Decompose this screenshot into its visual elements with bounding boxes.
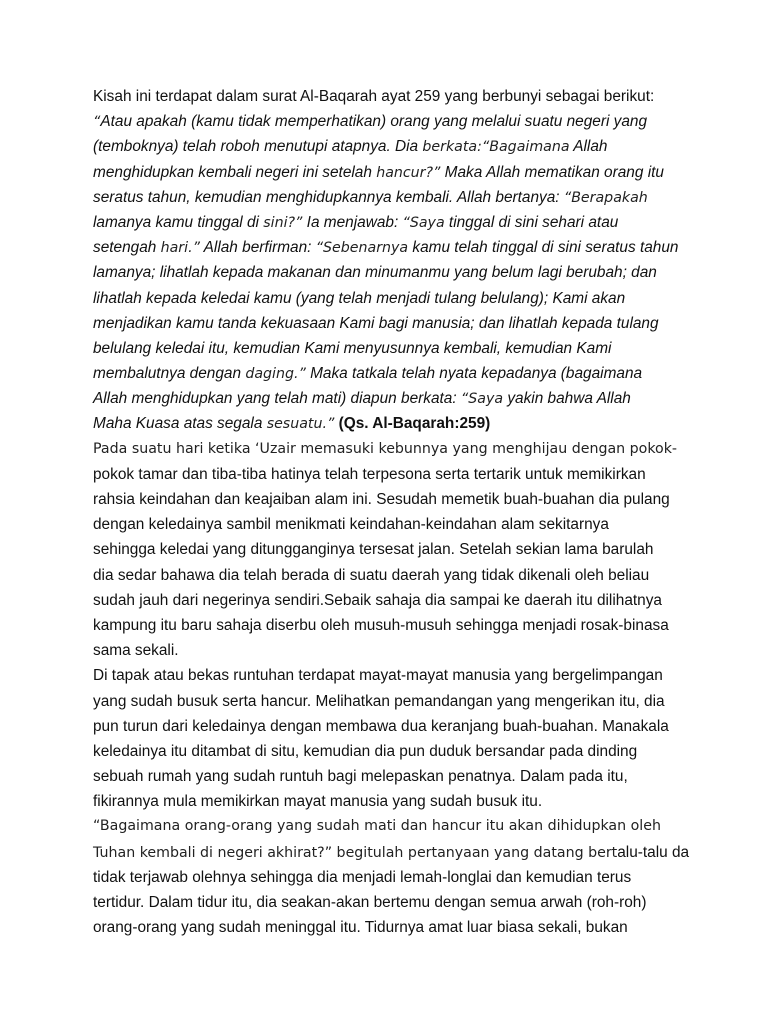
- paragraph-line: sudah jauh dari negerinya sendiri.Sebaik sahaja dia sampai ke daerah itu dilihatnya: [93, 591, 662, 609]
- paragraph-line: sebuah rumah yang sudah runtuh bagi melepaskan penatnya. Dalam pada itu,: [93, 768, 628, 786]
- verse-line: menjadikan kamu tanda kekuasaan Kami bagi manusia; dan lihatlah kepada tulang: [93, 314, 659, 332]
- paragraph-line: tertidur. Dalam tidur itu, dia seakan-akan bertemu dengan semua arwah (roh-roh): [93, 894, 647, 911]
- paragraph-line: Di tapak atau bekas runtuhan terdapat mayat-mayat manusia yang bergelimpangan: [93, 667, 663, 685]
- verse-line: (temboknya) telah roboh menutupi atapnya. Dia berkata:“Bagaimana Allah: [93, 138, 608, 156]
- document-page: [93, 84, 693, 940]
- verse-line: lamanya; lihatlah kepada makanan dan minumanmu yang belum lagi berubah; dan: [93, 264, 657, 282]
- paragraph-line: tidak terjawab olehnya sehingga dia menjadi lemah-longlai dan kemudian terus: [93, 868, 632, 886]
- paragraph-line: dia sedar bahawa dia telah berada di suatu daerah yang tidak dikenali oleh beliau: [93, 566, 650, 584]
- paragraph-line: sama sekali.: [93, 642, 179, 660]
- citation: (Qs. Al-Baqarah:259): [338, 415, 491, 433]
- paragraph-3: [93, 814, 693, 940]
- paragraph-line: dengan keledainya sambil menikmati keindahan-keindahan alam sekitarnya: [93, 516, 609, 534]
- paragraph-line: keledainya itu ditambat di situ, kemudian dia pun duduk bersandar pada dinding: [93, 742, 638, 760]
- paragraph-line: fikirannya mula memikirkan mayat manusia yang sudah busuk itu.: [93, 793, 543, 811]
- verse-line: lihatlah kepada keledai kamu (yang telah menjadi tulang belulang); Kami akan: [93, 289, 626, 307]
- verse-block: [93, 109, 693, 436]
- verse-line: setengah hari.” Allah berfirman: “Sebenarnya kamu telah tinggal di sini seratus tahun: [93, 239, 679, 257]
- paragraph-line: Tuhan kembali di negeri akhirat?” begitulah pertanyaan yang datang bertalu-talu da: [93, 843, 690, 861]
- paragraph-line: yang sudah busuk serta hancur. Melihatkan pemandangan yang mengerikan itu, dia: [93, 692, 665, 710]
- paragraph-line: pun turun dari keledainya dengan membawa dua keranjang buah-buahan. Manakala: [93, 717, 669, 735]
- paragraph-line: rahsia keindahan dan keajaiban alam ini. Sesudah memetik buah-buahan dia pulang: [93, 491, 670, 508]
- verse-line: lamanya kamu tinggal di sini?” Ia menjawab: “Saya tinggal di sini sehari atau: [93, 213, 619, 231]
- paragraph-line: “Bagaimana orang-orang yang sudah mati dan hancur itu akan dihidupkan oleh: [93, 818, 661, 835]
- paragraph-line: pokok tamar dan tiba-tiba hatinya telah terpesona serta tertarik untuk memikirkan: [93, 465, 646, 483]
- paragraph-2: [93, 663, 693, 814]
- verse-line: “Atau apakah (kamu tidak memperhatikan) orang yang melalui suatu negeri yang: [93, 113, 648, 131]
- paragraph-line: kampung itu baru sahaja diserbu oleh musuh-musuh sehingga menjadi rosak-binasa: [93, 616, 669, 634]
- paragraph-line: sehingga keledai yang ditungganginya tersesat jalan. Setelah sekian lama barulah: [93, 541, 654, 559]
- verse-line: belulang keledai itu, kemudian Kami menyusunnya kembali, kemudian Kami: [93, 339, 612, 357]
- paragraph-1: [93, 437, 693, 664]
- verse-line: Allah menghidupkan yang telah mati) diapun berkata: “Saya yakin bahwa Allah: [93, 390, 631, 408]
- verse-line: seratus tahun, kemudian menghidupkannya kembali. Allah bertanya: “Berapakah: [93, 188, 648, 206]
- verse-line: Maha Kuasa atas segala sesuatu.” (Qs. Al-Baqarah:259): [93, 415, 491, 433]
- paragraph-line: Pada suatu hari ketika ‘Uzair memasuki kebunnya yang menghijau dengan pokok-: [93, 440, 678, 457]
- paragraph-line: orang-orang yang sudah meninggal itu. Tidurnya amat luar biasa sekali, bukan: [93, 919, 628, 937]
- intro-line: Kisah ini terdapat dalam surat Al-Baqarah ayat 259 yang berbunyi sebagai berikut:: [93, 88, 655, 105]
- verse-line: membalutnya dengan daging.” Maka tatkala telah nyata kepadanya (bagaimana: [93, 365, 643, 383]
- verse-line: menghidupkan kembali negeri ini setelah hancur?” Maka Allah mematikan orang itu: [93, 163, 664, 181]
